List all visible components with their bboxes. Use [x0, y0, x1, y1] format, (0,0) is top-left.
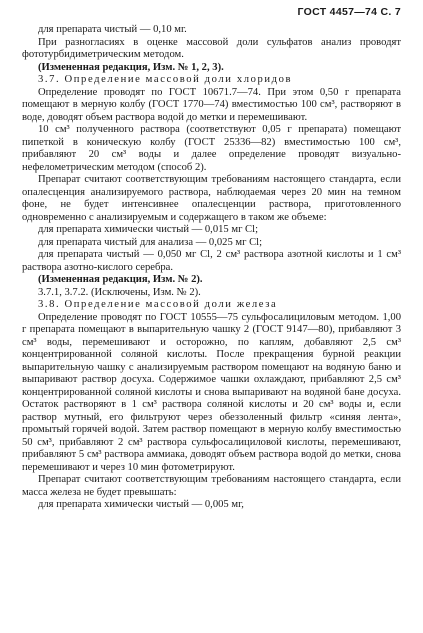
paragraph-sulfate-limit: для препарата чистый — 0,10 мг. — [38, 24, 187, 35]
page-header: ГОСТ 4457—74 С. 7 — [297, 6, 401, 18]
paragraph-sulfate-dispute: При разногласиях в оценке массовой доли сульфатов анализ проводят фототурбидиметрическим методом. — [22, 36, 401, 60]
paragraph-iron-method: Определение проводят по ГОСТ 10555—75 сульфосалициловым методом. 1,00 г препарата помещают в выпарительную чашку 2 (ГОСТ 9147—80), прибавляют 3 см³ воды, перемешивают и осторожно, по каплям, добавляют 2,5 см³ концентрированной соляной кислоты. После прекращения бурной реакции выпарительную чашку с анализируемым раствором помещают на водяную баню и выпаривают раствор досуха. Содержимое чашки охлаждают, прибавляют 2,5 см³ концентрированной соляной кислоты и снова выпаривают на водяной бане досуха. Остаток растворяют в 1 см³ раствора соляной кислоты и 20 см³ воды и, если раствор мутный, его фильтруют через обеззоленный фильтр «синяя лента», промытый горячей водой. Затем раствор помещают в мерную колбу вместимостью 50 см³, прибавляют 2 см³ раствора сульфосалициловой кислоты, перемешивают, прибавляют 5 см³ раствора аммиака, доводят объем раствора водой до метки, снова перемешивают и через 10 мин фотометрируют. — [22, 311, 401, 473]
paragraph-iron-criteria: Препарат считают соответствующим требованиям настоящего стандарта, если масса железа не будет превышать: — [22, 474, 401, 498]
paragraph-revision-note-2: (Измененная редакция, Изм. № 2). — [38, 274, 203, 285]
section-heading-iron: 3.8. Определение массовой доли железа — [38, 299, 278, 310]
paragraph-chloride-aliquot: 10 см³ полученного раствора (соответствуют 0,05 г препарата) помещают пипеткой в коническую колбу (ГОСТ 25336—82) вместимостью 100 см³, прибавляют 20 см³ воды и далее определение проводят визуально-нефелометрическим методом (способ 2). — [22, 124, 401, 173]
paragraph-chloride-limit-ch: для препарата чистый — 0,050 мг Cl, 2 см³ раствора азотной кислоты и 1 см³ раствора азотно-кислого серебра. — [22, 249, 401, 273]
paragraph-chloride-limit-hch: для препарата химически чистый — 0,015 мг Cl; — [38, 224, 259, 235]
paragraph-revision-note-1: (Измененная редакция, Изм. № 1, 2, 3). — [38, 61, 224, 73]
paragraph-chloride-limit-chda: для препарата чистый для анализа — 0,025 мг Cl; — [38, 236, 263, 248]
paragraph-chloride-criteria: Препарат считают соответствующим требованиям настоящего стандарта, если опалесценция анализируемого раствора, наблюдаемая через 20 мин на темном фоне, не будет интенсивнее опалесценции раствора, приготовленного одновременно с анализируемым и содержащего в таком же объеме: — [22, 174, 401, 223]
paragraph-chloride-method: Определение проводят по ГОСТ 10671.7—74. При этом 0,50 г препарата помещают в мерную колбу (ГОСТ 1770—74) вместимостью 100 см³, растворяют в воде, доводят объем раствора водой до метки и перемешивают. — [22, 86, 401, 123]
paragraph-excluded-items: 3.7.1, 3.7.2. (Исключены, Изм. № 2). — [38, 286, 201, 298]
section-heading-chlorides: 3.7. Определение массовой доли хлоридов — [38, 74, 293, 85]
paragraph-iron-limit-hch: для препарата химически чистый — 0,005 мг, — [38, 499, 244, 510]
